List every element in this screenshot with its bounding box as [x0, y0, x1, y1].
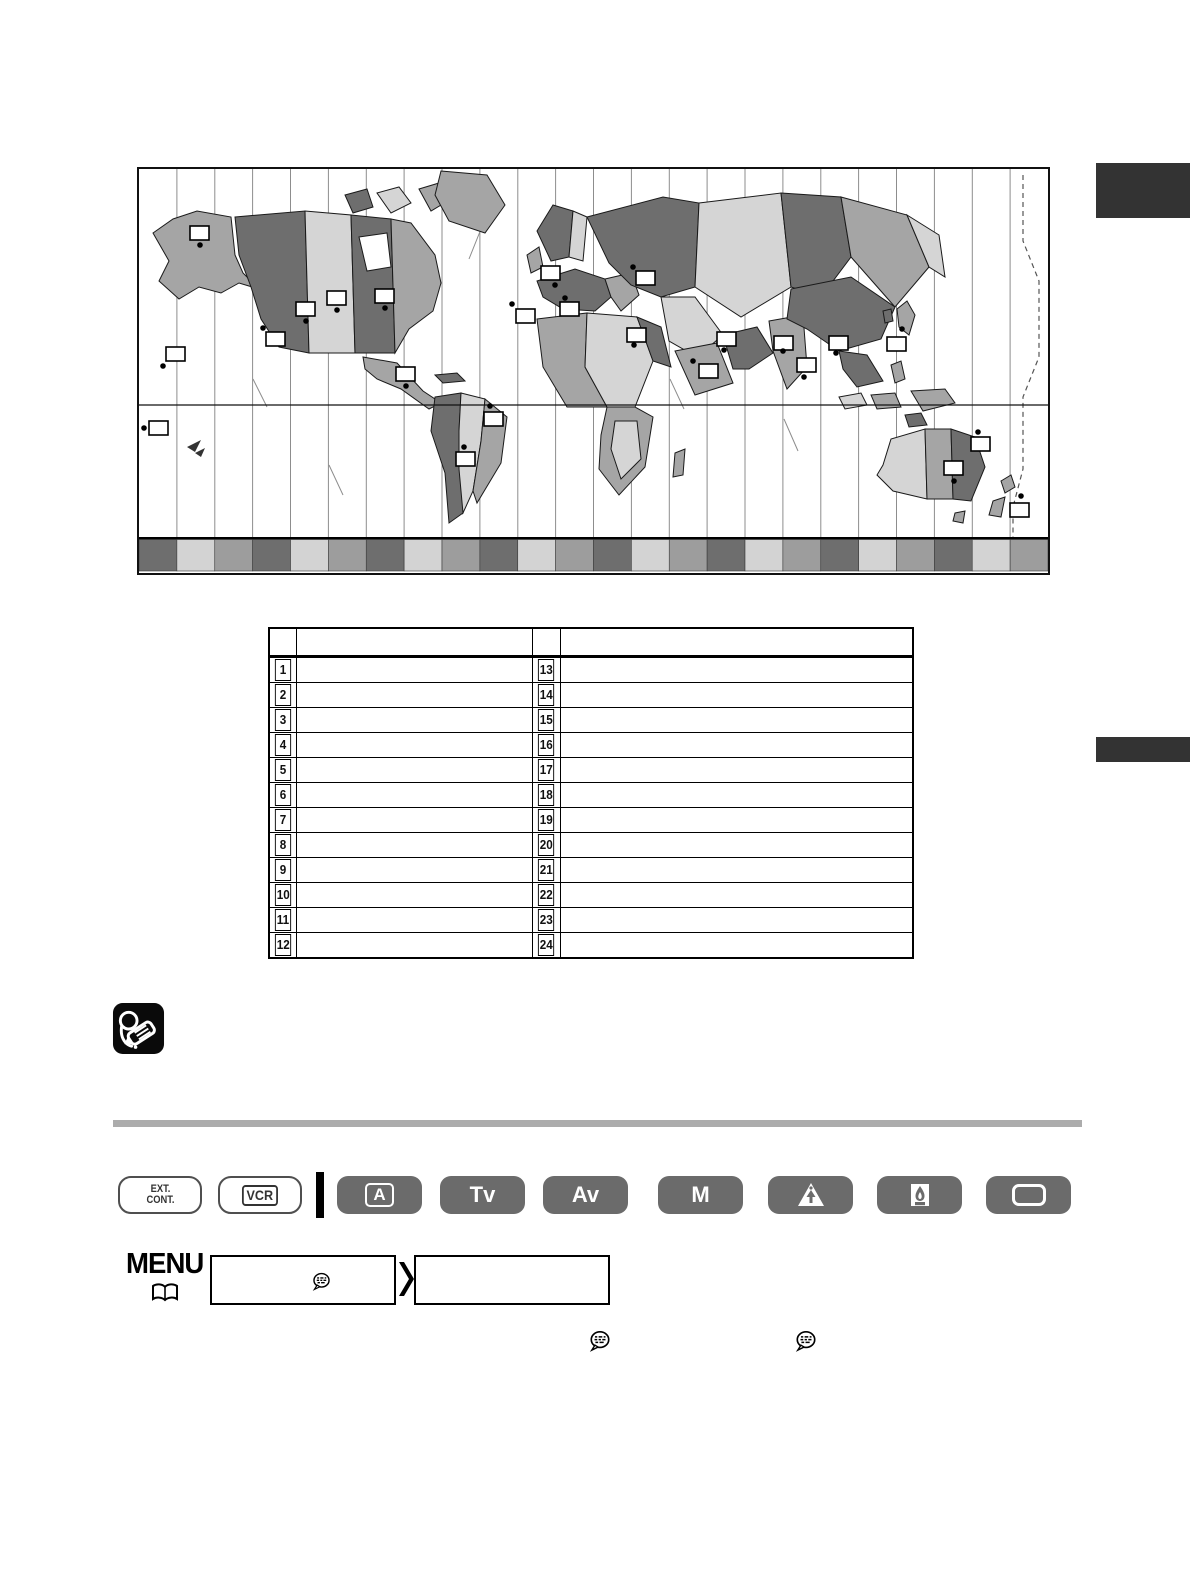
timezone-band-segment — [518, 540, 556, 572]
header-cell — [296, 628, 532, 657]
zone-name — [296, 683, 532, 708]
timezone-band-segment — [1010, 540, 1048, 572]
zone-number: 12 — [274, 934, 291, 956]
zone-name — [560, 783, 913, 808]
auto-a-icon: A — [365, 1183, 393, 1207]
zone-name — [560, 657, 913, 683]
av-label: Av — [571, 1182, 600, 1207]
table-row — [269, 758, 913, 783]
zone-name — [560, 733, 913, 758]
timezone-band-segment — [631, 540, 669, 572]
table-row — [269, 833, 913, 858]
timezone-band-segment — [480, 540, 518, 572]
zone-number: 16 — [538, 734, 555, 756]
spotlight-icon — [796, 1182, 826, 1208]
m-label: M — [691, 1182, 710, 1207]
zone-name — [296, 833, 532, 858]
vcr-button — [218, 1176, 302, 1214]
timezone-band-segment — [177, 540, 215, 572]
zone-name — [296, 708, 532, 733]
city-marker — [774, 336, 793, 353]
timezone-band-segment — [594, 540, 632, 572]
section-divider — [113, 1120, 1082, 1127]
mode-manual-button — [658, 1176, 743, 1214]
table-row — [269, 858, 913, 883]
zone-number: 10 — [274, 884, 291, 906]
zone-name — [296, 858, 532, 883]
city-marker — [142, 421, 168, 435]
timezone-band-segment — [556, 540, 594, 572]
island-arrow-glyph — [187, 440, 205, 457]
city-marker — [161, 347, 185, 368]
zone-number: 20 — [538, 834, 555, 856]
band-top-rule — [139, 537, 1048, 540]
header-cell — [560, 628, 913, 657]
zone-number: 4 — [275, 734, 291, 756]
zone-name — [296, 733, 532, 758]
date-line — [1013, 175, 1039, 537]
chapter-tab-middle — [1096, 737, 1190, 762]
city-marker — [510, 302, 535, 323]
menu-indicator — [110, 1248, 220, 1302]
zone-name — [560, 758, 913, 783]
mode-frame-button — [986, 1176, 1071, 1214]
zone-number: 13 — [538, 659, 555, 681]
zone-name — [560, 883, 913, 908]
city-marker — [1010, 494, 1029, 517]
menu-label: MENU — [126, 1248, 204, 1280]
mode-av-button — [543, 1176, 628, 1214]
timezone-band-segment — [707, 540, 745, 572]
city-marker — [971, 430, 990, 451]
timezone-band-segment — [215, 540, 253, 572]
zone-name — [560, 683, 913, 708]
chapter-tab-top — [1096, 163, 1190, 218]
timezone-band-segment — [366, 540, 404, 572]
timezone-band-segment — [859, 540, 897, 572]
zone-number: 6 — [275, 784, 291, 806]
table-row — [269, 883, 913, 908]
timezone-table — [268, 627, 914, 959]
table-row — [269, 908, 913, 933]
world-map-svg — [139, 169, 1048, 573]
language-bubble-icon — [795, 1330, 817, 1352]
language-bubble-icon — [589, 1330, 611, 1352]
menu-step-box-1 — [210, 1255, 396, 1305]
timezone-band-segment — [442, 540, 480, 572]
table-header-row — [269, 628, 913, 657]
note-pencil-icon — [112, 1002, 165, 1055]
timezone-band-segment — [934, 540, 972, 572]
zone-name — [560, 908, 913, 933]
timezone-band-segment — [669, 540, 707, 572]
ext-cont-button — [118, 1176, 202, 1214]
zone-number: 17 — [538, 759, 555, 781]
zone-number: 15 — [538, 709, 555, 731]
timezone-band-segment — [253, 540, 291, 572]
frame-icon — [1012, 1184, 1046, 1206]
zone-number: 18 — [538, 784, 555, 806]
zone-number: 5 — [275, 759, 291, 781]
table-row — [269, 657, 913, 683]
zone-number: 9 — [275, 859, 291, 881]
timezone-band-segment — [821, 540, 859, 572]
zone-number: 1 — [275, 659, 291, 681]
timezone-band-segment — [139, 540, 177, 572]
menu-step-box-2 — [414, 1255, 610, 1305]
mode-tv-button — [440, 1176, 525, 1214]
zone-name — [296, 808, 532, 833]
table-row — [269, 783, 913, 808]
timezone-band-segment — [972, 540, 1010, 572]
low-light-flame-icon — [907, 1182, 933, 1208]
zone-name — [296, 783, 532, 808]
table-row — [269, 683, 913, 708]
timezone-color-band — [139, 540, 1048, 572]
zone-name — [296, 657, 532, 683]
cont-label: CONT. — [145, 1194, 175, 1206]
zone-number: 7 — [275, 809, 291, 831]
vcr-label: VCR — [242, 1185, 278, 1206]
language-bubble-icon — [312, 1272, 331, 1291]
zone-name — [560, 808, 913, 833]
timezone-band-segment — [404, 540, 442, 572]
zone-number: 19 — [538, 809, 555, 831]
zone-name — [296, 883, 532, 908]
zone-number: 23 — [538, 909, 555, 931]
timezone-band-segment — [745, 540, 783, 572]
header-cell — [532, 628, 560, 657]
zone-number: 24 — [538, 934, 555, 956]
zone-number: 14 — [538, 684, 555, 706]
zone-number: 11 — [275, 909, 291, 931]
mode-lowlight-button — [877, 1176, 962, 1214]
timezone-band-segment — [291, 540, 329, 572]
zone-name — [560, 833, 913, 858]
zone-number: 22 — [538, 884, 555, 906]
step-arrow-icon — [399, 1262, 414, 1296]
timezone-band-segment — [783, 540, 821, 572]
world-timezone-map — [137, 167, 1050, 575]
table-row — [269, 808, 913, 833]
zone-name — [560, 708, 913, 733]
table-row — [269, 933, 913, 959]
timezone-band-segment — [328, 540, 366, 572]
divider-bar — [316, 1172, 324, 1218]
zone-number: 21 — [538, 859, 555, 881]
timezone-band-segment — [897, 540, 935, 572]
table-row — [269, 708, 913, 733]
tv-label: Tv — [469, 1182, 496, 1207]
zone-number: 8 — [275, 834, 291, 856]
city-marker — [797, 358, 816, 379]
ext-label: EXT. — [150, 1183, 170, 1195]
table-row — [269, 733, 913, 758]
open-book-icon — [151, 1283, 179, 1302]
header-cell — [269, 628, 296, 657]
zone-number: 3 — [275, 709, 291, 731]
zone-name — [296, 933, 532, 959]
zone-name — [560, 933, 913, 959]
operating-modes-row — [0, 1176, 1190, 1222]
continents — [153, 171, 1015, 523]
zone-name — [296, 908, 532, 933]
mode-auto-button — [337, 1176, 422, 1214]
zone-name — [296, 758, 532, 783]
mode-spotlight-button — [768, 1176, 853, 1214]
zone-number: 2 — [275, 684, 291, 706]
zone-name — [560, 858, 913, 883]
